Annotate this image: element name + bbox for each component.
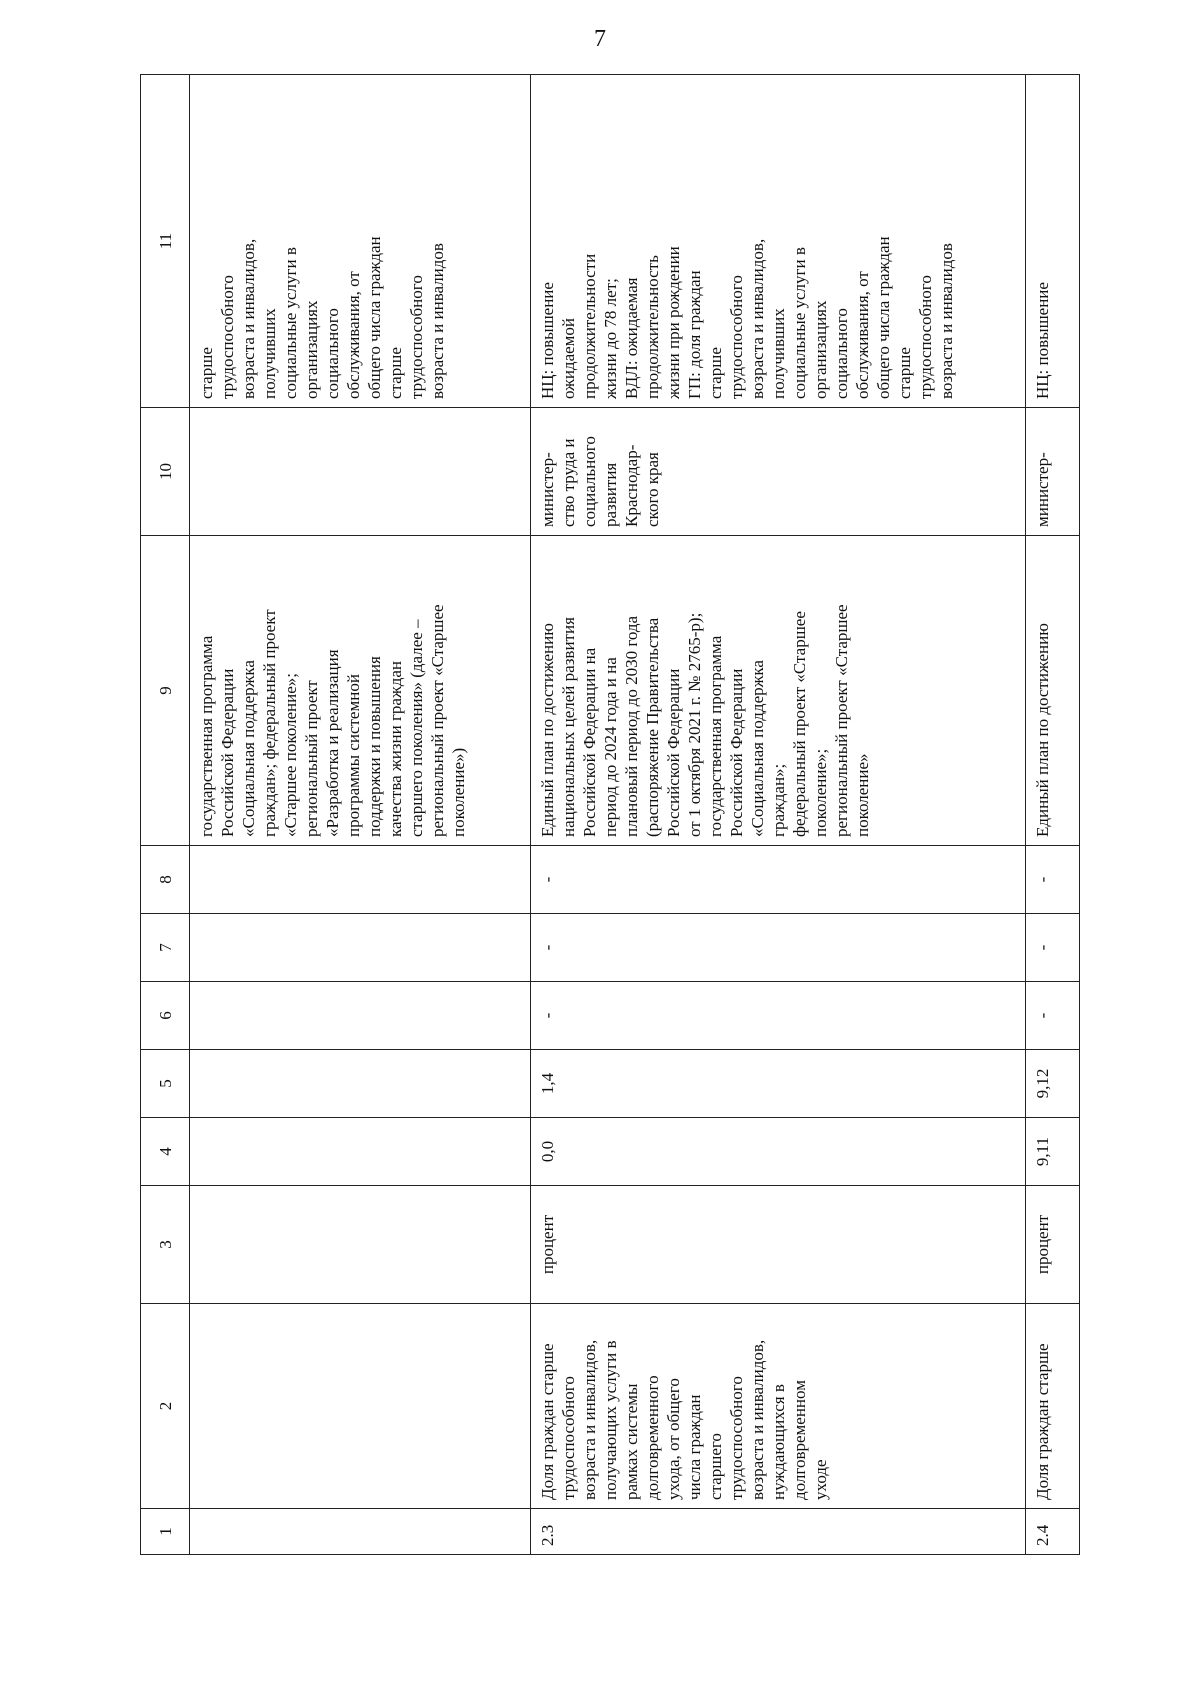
indicator-name-cell xyxy=(190,1304,531,1509)
document-cell: Единый план по достижению национальных целей развития Российской Федерации на период до 2024 года и на плановый период до 2030 года (распоряжение Правительства Российской Федерации от 1 октября 2021 г. № 2765-р); государственная программа Российской Федерации «Социальная поддержка граждан»; федеральный проект «Старшее поколение»; региональный проект «Старшее поколение» xyxy=(531,536,1026,846)
rotated-table-container xyxy=(140,75,1080,1555)
header-col-7: 7 xyxy=(141,914,190,982)
value-cell-5 xyxy=(190,1050,531,1118)
header-col-9: 9 xyxy=(141,536,190,846)
value-cell-5: 1,4 xyxy=(531,1050,1026,1118)
table-row xyxy=(531,75,1026,1555)
document-cell: Единый план по достижению xyxy=(1025,536,1079,846)
value-cell-8: - xyxy=(1025,846,1079,914)
table-row xyxy=(190,75,531,1555)
header-col-3: 3 xyxy=(141,1186,190,1304)
goal-link-cell: НЦ: повышение ожидаемой продолжительности жизни до 78 лет; ВДЛ: ожидаемая продолжительность жизни при рождении ГП: доля граждан старше трудоспособного возраста и инвалидов, получивших социальные услуги в организациях социального обслуживания, от общего числа граждан старше трудоспособного возраста и инвалидов xyxy=(531,75,1026,408)
page-number: 7 xyxy=(594,26,606,52)
value-cell-6: - xyxy=(531,982,1026,1050)
rotated-table-frame xyxy=(140,75,1080,1555)
header-col-8: 8 xyxy=(141,846,190,914)
unit-cell xyxy=(190,1186,531,1304)
value-cell-8: - xyxy=(531,846,1026,914)
value-cell-6 xyxy=(190,982,531,1050)
value-cell-4: 9,11 xyxy=(1025,1118,1079,1186)
value-cell-7 xyxy=(190,914,531,982)
table-row xyxy=(1025,75,1079,1555)
goal-link-cell: старше трудоспособного возраста и инвалидов, получивших социальные услуги в организациях социального обслуживания, от общего числа граждан старше трудоспособного возраста и инвалидов xyxy=(190,75,531,408)
header-row xyxy=(141,75,190,1555)
document-cell: государственная программа Российской Федерации «Социальная поддержка граждан»; федеральный проект «Старшее поколение»; региональный проект «Разработка и реализация программы системной поддержки и повышения качества жизни граждан старшего поколения» (далее – региональный проект «Старшее поколение») xyxy=(190,536,531,846)
unit-cell: процент xyxy=(531,1186,1026,1304)
indicators-table xyxy=(140,74,1080,1555)
value-cell-8 xyxy=(190,846,531,914)
header-col-6: 6 xyxy=(141,982,190,1050)
row-number-cell: 2.4 xyxy=(1025,1509,1079,1555)
responsible-cell: министер- ство труда и социального развития Краснодар- ского края xyxy=(531,408,1026,536)
header-col-1: 1 xyxy=(141,1509,190,1555)
value-cell-5: 9,12 xyxy=(1025,1050,1079,1118)
header-col-10: 10 xyxy=(141,408,190,536)
indicator-name-cell: Доля граждан старше трудоспособного возраста и инвалидов, получающих услуги в рамках системы долговременного ухода, от общего числа граждан старшего трудоспособного возраста и инвалидов, нуждающихся в долговременном уходе xyxy=(531,1304,1026,1509)
responsible-cell: министер- xyxy=(1025,408,1079,536)
row-number-cell xyxy=(190,1509,531,1555)
responsible-cell xyxy=(190,408,531,536)
header-col-11: 11 xyxy=(141,75,190,408)
value-cell-4 xyxy=(190,1118,531,1186)
goal-link-cell: НЦ: повышение xyxy=(1025,75,1079,408)
value-cell-7: - xyxy=(1025,914,1079,982)
value-cell-4: 0,0 xyxy=(531,1118,1026,1186)
value-cell-7: - xyxy=(531,914,1026,982)
header-col-2: 2 xyxy=(141,1304,190,1509)
header-col-5: 5 xyxy=(141,1050,190,1118)
unit-cell: процент xyxy=(1025,1186,1079,1304)
value-cell-6: - xyxy=(1025,982,1079,1050)
indicator-name-cell: Доля граждан старше xyxy=(1025,1304,1079,1509)
row-number-cell: 2.3 xyxy=(531,1509,1026,1555)
header-col-4: 4 xyxy=(141,1118,190,1186)
